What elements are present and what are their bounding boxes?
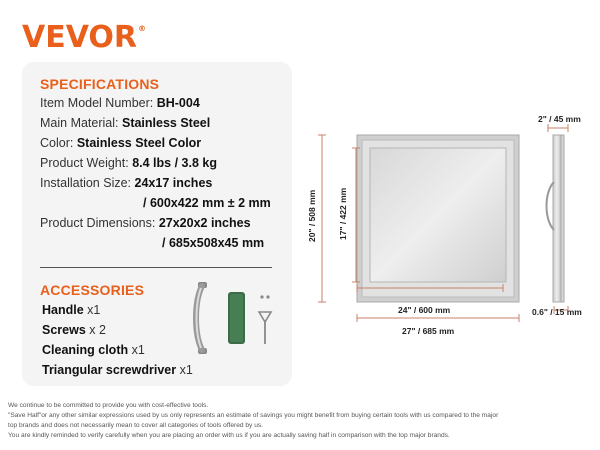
spec-label: Item Model Number: bbox=[40, 96, 154, 110]
spec-value: 8.4 lbs / 3.8 kg bbox=[132, 156, 217, 170]
spec-row-model bbox=[40, 96, 200, 110]
accessory-name: Cleaning cloth bbox=[42, 343, 129, 357]
cleaning-cloth-image bbox=[228, 292, 245, 344]
label-depth: 2" / 45 mm bbox=[538, 114, 581, 124]
spec-row-install-size-mm bbox=[143, 196, 271, 210]
footer-line-1: We continue to be committed to provide you with cost-effective tools. bbox=[8, 402, 209, 409]
spec-label: Product Dimensions: bbox=[40, 216, 156, 230]
width-outer-dimension bbox=[357, 314, 519, 322]
accessory-name: Screws bbox=[42, 323, 86, 337]
accessory-screwdriver bbox=[42, 363, 193, 377]
accessory-qty: x1 bbox=[87, 303, 101, 317]
spec-row-product-dims-mm bbox=[162, 236, 264, 250]
accessory-screws bbox=[42, 323, 106, 337]
spec-row-product-dims bbox=[40, 216, 251, 230]
section-divider bbox=[40, 267, 272, 268]
brand-name: VEVOR bbox=[22, 20, 138, 55]
spec-row-install-size bbox=[40, 176, 212, 190]
accessory-qty: x1 bbox=[179, 363, 193, 377]
spec-row-color bbox=[40, 136, 201, 150]
specifications-title: SPECIFICATIONS bbox=[40, 76, 160, 92]
footer-line-4: You are kindly reminded to verify carefully when you are placing an order with us if you are actually saving half in comparison with the top major brands. bbox=[8, 432, 450, 439]
spec-label: Installation Size: bbox=[40, 176, 132, 190]
screws-image bbox=[260, 295, 269, 298]
spec-label: Product Weight: bbox=[40, 156, 129, 170]
accessory-cleaning-cloth bbox=[42, 343, 145, 357]
accessory-qty: x1 bbox=[131, 343, 145, 357]
handle-image bbox=[196, 282, 207, 354]
height-outer-dimension bbox=[318, 135, 326, 302]
brand-logo bbox=[22, 20, 146, 55]
spec-value: 24x17 inches bbox=[134, 176, 213, 190]
screwdriver-image bbox=[259, 312, 271, 344]
footer-line-3: top brands and does not necessarily mean to cover all categories of tools offered by us. bbox=[8, 422, 263, 429]
spec-row-material bbox=[40, 116, 210, 130]
spec-value: / 600x422 mm ± 2 mm bbox=[143, 196, 271, 210]
label-width-inner: 24" / 600 mm bbox=[398, 305, 451, 315]
accessory-qty: x 2 bbox=[89, 323, 106, 337]
label-flange: 0.6" / 15 mm bbox=[532, 307, 582, 317]
label-height-inner: 17" / 422 mm bbox=[338, 187, 348, 240]
accessory-name: Triangular screwdriver bbox=[42, 363, 177, 377]
accessory-handle bbox=[42, 303, 100, 317]
door-side-profile bbox=[547, 135, 565, 302]
spec-value: 27x20x2 inches bbox=[158, 216, 251, 230]
spec-row-weight bbox=[40, 156, 217, 170]
spec-label: Color: bbox=[40, 136, 74, 150]
accessories-illustration bbox=[180, 282, 285, 362]
label-height-outer: 20" / 508 mm bbox=[307, 189, 317, 242]
spec-label: Main Material: bbox=[40, 116, 119, 130]
footer-line-2: "Save Half"or any other similar expressions used by us only represents an estimate of savings you might benefit from buying certain tools with us compared to the major bbox=[8, 412, 499, 419]
spec-value: Stainless Steel Color bbox=[76, 136, 202, 150]
spec-value: Stainless Steel bbox=[121, 116, 211, 130]
door-panel bbox=[370, 148, 506, 282]
label-width-outer: 27" / 685 mm bbox=[402, 326, 455, 336]
spec-value: BH-004 bbox=[156, 96, 200, 110]
spec-value: / 685x508x45 mm bbox=[162, 236, 265, 250]
depth-dimension bbox=[548, 124, 568, 132]
accessory-name: Handle bbox=[42, 303, 84, 317]
registered-mark: ® bbox=[138, 24, 147, 33]
accessories-title: ACCESSORIES bbox=[40, 282, 145, 298]
